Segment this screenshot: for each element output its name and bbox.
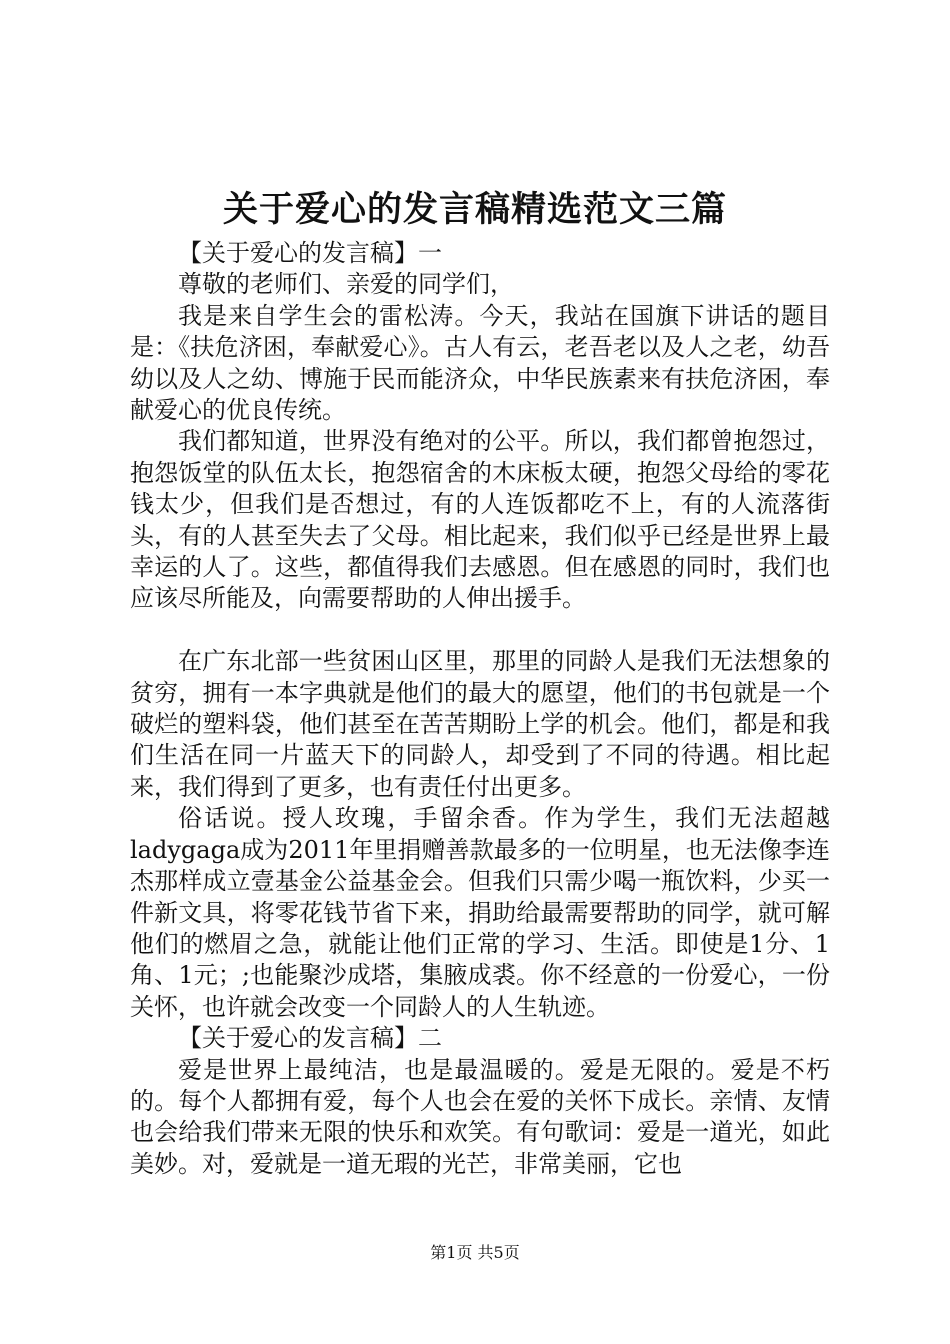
section-heading: 【关于爱心的发言稿】一 (178, 239, 442, 267)
page-title: 关于爱心的发言稿精选范文三篇 (222, 189, 727, 230)
paragraph: 我是来自学生会的雷松涛。今天，我站在国旗下讲话的题目是：《扶危济困，奉献爱心》。古人有云，老吾老以及人之老，幼吾幼以及人之幼、博施于民而能济众，中华民族素来有扶危济困，奉献爱心的优良传统。 (130, 301, 830, 425)
paragraph: 俗话说。授人玫瑰，手留余香。作为学生，我们无法超越ladygaga成为2011年里捐赠善款最多的一位明星，也无法像李连杰那样成立壹基金公益基金会。但我们只需少喝一瓶饮料，少买一件新文具，将零花钱节省下来，捐助给最需要帮助的同学，就可解他们的燃眉之急，就能让他们正常的学习、生活。即使是1分、1角、1元；;也能聚沙成塔，集腋成裘。你不经意的一份爱心，一份关怀，也许就会改变一个同龄人的人生轨迹。 (130, 804, 830, 1021)
paragraph: 爱是世界上最纯洁，也是最温暖的。爱是无限的。爱是不朽的。每个人都拥有爱，每个人也会在爱的关怀下成长。亲情、友情也会给我们带来无限的快乐和欢笑。有句歌词：爱是一道光，如此美妙。对，爱就是一道无瑕的光芒，非常美丽，它也 (130, 1055, 830, 1178)
paragraph: 在广东北部一些贫困山区里，那里的同龄人是我们无法想象的贫穷，拥有一本字典就是他们的最大的愿望，他们的书包就是一个破烂的塑料袋，他们甚至在苦苦期盼上学的机会。他们，都是和我们生活在同一片蓝天下的同龄人，却受到了不同的待遇。相比起来，我们得到了更多，也有责任付出更多。 (130, 647, 830, 801)
paragraph: 我们都知道，世界没有绝对的公平。所以，我们都曾抱怨过，抱怨饭堂的队伍太长，抱怨宿舍的木床板太硬，抱怨父母给的零花钱太少，但我们是否想过，有的人连饭都吃不上，有的人流落街头，有的人甚至失去了父母。相比起来，我们似乎已经是世界上最幸运的人了。这些，都值得我们去感恩。但在感恩的同时，我们也应该尽所能及，向需要帮助的人伸出援手。 (130, 427, 830, 613)
page-footer: 第1页 共5页 (430, 1243, 520, 1262)
salutation: 尊敬的老师们、亲爱的同学们， (178, 270, 514, 299)
document-body (130, 238, 830, 1180)
section-heading: 【关于爱心的发言稿】二 (178, 1024, 442, 1053)
